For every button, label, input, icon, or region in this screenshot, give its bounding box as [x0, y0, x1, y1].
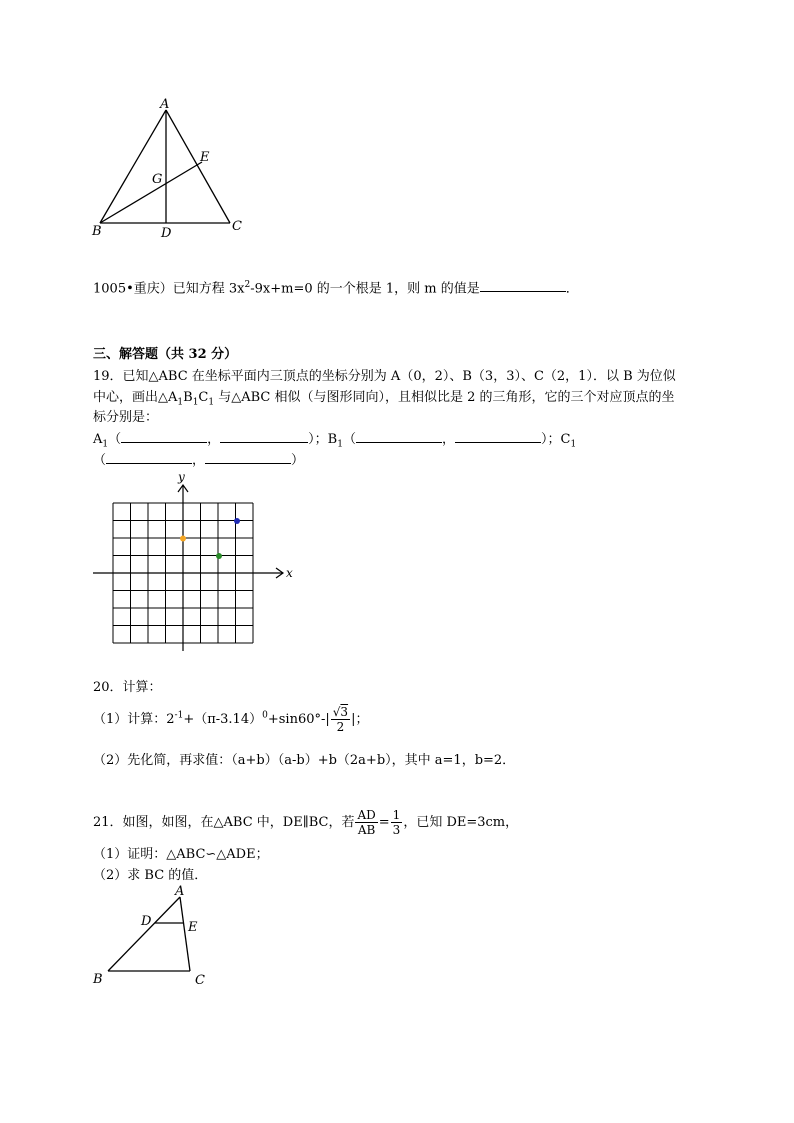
a1-y-blank[interactable] — [220, 430, 308, 443]
question-19-answers-row1: $A_1$（ ， ）；$B_1$（ ， ）；$C_1$ — [93, 432, 577, 450]
label-d: D — [161, 226, 172, 240]
point-a — [180, 536, 186, 542]
label-g: G — [152, 172, 163, 187]
triangle-figure-1 — [88, 95, 258, 240]
answer-blank[interactable] — [480, 279, 566, 292]
fraction-one-third: $\frac{1}{3}$ — [392, 808, 401, 837]
question-19-line3: 标分别是： — [93, 410, 159, 425]
label-b: B — [92, 224, 102, 239]
question-21-part2: （2）求 BC 的值． — [93, 868, 208, 883]
c1-y-blank[interactable] — [205, 451, 291, 464]
point-b — [234, 518, 240, 524]
label-e: E — [200, 150, 210, 165]
question-19-answers-row2: （ ， ） — [93, 453, 305, 468]
point-c — [216, 553, 222, 559]
question-20-part1: （1）计算：$2^{-1}+(\pi-3.14)^0+\sin 60^\circ-|$ $\frac{√3}{2}$ |； — [93, 705, 369, 734]
label-e: E — [188, 920, 198, 935]
y-axis-label: y — [178, 470, 185, 484]
coordinate-grid — [88, 468, 303, 656]
label-b: B — [93, 972, 103, 987]
b1-y-blank[interactable] — [455, 430, 541, 443]
question-21-part1: （1）证明：△ABC∽△ADE； — [93, 847, 269, 862]
x-axis-label: x — [286, 566, 293, 580]
question-20-title: 20．计算： — [93, 680, 162, 695]
question-19-line2: 中心，画出$\triangle A_1B_1C_1$ 与△ABC 相似（与图形同向），且相似比是 2 的三角形，它的三个对应顶点的坐 — [93, 390, 675, 408]
label-a: A — [160, 97, 170, 112]
label-d: D — [141, 914, 152, 929]
fraction-ad-ab: $\frac{AD}{AB}$ — [357, 808, 376, 837]
label-c: C — [195, 973, 205, 988]
label-c: C — [232, 219, 242, 234]
question-18: 1005•重庆）已知方程 $3x^2-9x+m=0$ 的一个根是 1，则 m 的值是 ． — [93, 280, 579, 297]
a1-x-blank[interactable] — [121, 430, 207, 443]
c1-x-blank[interactable] — [106, 451, 192, 464]
question-20-part2: （2）先化简，再求值：（a+b）（a-b）+b（2a+b），其中 a=1，b=2． — [93, 753, 516, 768]
question-21-line1: 21．如图，如图，在△ABC 中，DE∥BC，若 $\frac{AD}{AB}$ = $\frac{1}{3}$ ，已知 DE=3cm， — [93, 808, 519, 837]
b1-x-blank[interactable] — [356, 430, 442, 443]
label-a: A — [175, 884, 185, 899]
question-19-line1: 19．已知△ABC 在坐标平面内三顶点的坐标分别为 A（0，2）、B（3，3）、C（2，1）．以 B 为位似 — [93, 369, 676, 384]
section-heading: 三、解答题（共 32 分） — [93, 347, 238, 362]
triangle-figure-2 — [88, 883, 218, 988]
sqrt3-over-2: $\frac{√3}{2}$ — [332, 705, 349, 734]
